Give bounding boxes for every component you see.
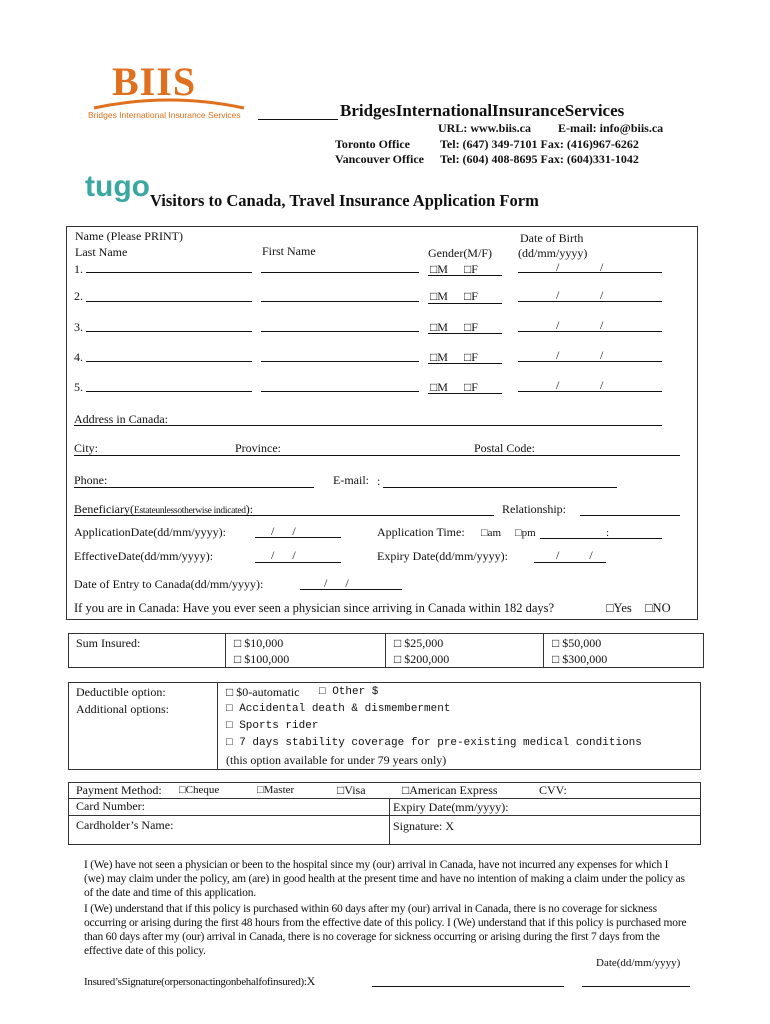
applicant-3-female-checkbox[interactable]: □F bbox=[464, 320, 478, 334]
applicant-2-first-name-field[interactable] bbox=[261, 301, 419, 302]
applicant-2-male-checkbox[interactable]: □M bbox=[430, 289, 448, 303]
entry-date-label: Date of Entry to Canada(dd/mm/yyyy): bbox=[74, 577, 264, 591]
applicant-3-first-name-field[interactable] bbox=[261, 331, 419, 332]
stability-note: (this option available for under 79 years only) bbox=[226, 753, 447, 767]
applicant-3-num: 3. bbox=[74, 320, 83, 334]
applicant-3-male-checkbox[interactable]: □M bbox=[430, 320, 448, 334]
applicant-4-dob-slash-2: / bbox=[600, 348, 604, 362]
sum-insured-col-2 bbox=[385, 633, 544, 668]
declaration-date-field[interactable] bbox=[582, 986, 690, 987]
deductible-options-cell bbox=[217, 682, 701, 770]
address-label: Address in Canada: bbox=[74, 412, 168, 426]
declaration-paragraph-2: I (We) understand that if this policy is purchased within 60 days after my (our) arrival in Canada, there is no coverage for sickness occurring or arising during the first 48 hours from the effective date of this policy. I (We) understand that if this policy is purchased more than 60 days after my (our) arrival in Canada, there is no coverage for sickness occurring or arising during the first 7 days from the effective date of this policy. bbox=[84, 903, 687, 957]
applicant-5-num: 5. bbox=[74, 380, 83, 394]
applicant-2-dob-field[interactable] bbox=[518, 301, 662, 302]
visa-checkbox[interactable]: □Visa bbox=[337, 783, 366, 797]
biis-logo bbox=[84, 58, 254, 126]
phone-field[interactable] bbox=[74, 487, 314, 488]
applicant-1-female-checkbox[interactable]: □F bbox=[464, 262, 478, 276]
entry-date-field[interactable] bbox=[300, 589, 402, 590]
applicant-5-dob-field[interactable] bbox=[518, 391, 662, 392]
applicant-2-dob-slash-2: / bbox=[600, 288, 604, 302]
sum-50000-checkbox[interactable]: □ $50,000 bbox=[552, 636, 602, 650]
sum-insured-label: Sum Insured: bbox=[76, 636, 141, 650]
deductible-zero-checkbox[interactable]: □ $0-automatic bbox=[226, 685, 300, 699]
applicant-5-dob-slash-1: / bbox=[556, 378, 560, 392]
postal-code-label: Postal Code: bbox=[474, 441, 536, 455]
time-colon: : bbox=[606, 527, 610, 539]
am-checkbox[interactable]: □am bbox=[481, 527, 502, 539]
applicant-5-female-checkbox[interactable]: □F bbox=[464, 380, 478, 394]
email-label: E-mail: bbox=[333, 473, 369, 487]
insured-signature-label bbox=[84, 974, 315, 989]
card-number-cell[interactable] bbox=[68, 798, 390, 816]
applicant-4-dob-slash-1: / bbox=[556, 348, 560, 362]
sum-insured-label-cell bbox=[68, 633, 226, 668]
toronto-contact: Tel: (647) 349-7101 Fax: (416)967-6262 bbox=[440, 137, 639, 151]
amex-checkbox[interactable]: □American Express bbox=[402, 783, 498, 797]
applicant-1-first-name-field[interactable] bbox=[261, 272, 419, 273]
declaration-paragraph-1: I (We) have not seen a physician or been to the hospital since my (our) arrival in Canada, have not incurred any expenses for which I (we) may claim under the policy, am (are) in good health at the present time and have no intention of making a claim under the policy as of the date and time of this application. bbox=[84, 859, 685, 899]
company-email: E-mail: info@biis.ca bbox=[558, 121, 664, 135]
applicant-4-last-name-field[interactable] bbox=[86, 361, 252, 362]
deductible-label-cell bbox=[68, 682, 218, 770]
stability-coverage-checkbox[interactable]: □ 7 days stability coverage for pre-existing medical conditions bbox=[226, 737, 642, 749]
card-signature-label: Signature: X bbox=[393, 819, 454, 833]
card-expiry-label: Expiry Date(mm/yyyy): bbox=[393, 800, 509, 814]
applicant-4-first-name-field[interactable] bbox=[261, 361, 419, 362]
applicant-3-last-name-field[interactable] bbox=[86, 331, 252, 332]
cardholder-cell[interactable] bbox=[68, 815, 390, 845]
signature-cell[interactable] bbox=[389, 815, 701, 845]
sum-insured-col-3 bbox=[543, 633, 704, 668]
payment-method-label: Payment Method: bbox=[76, 783, 162, 797]
applicant-3-dob-field[interactable] bbox=[518, 331, 662, 332]
sum-insured-col-1 bbox=[225, 633, 386, 668]
city-province-postal-field[interactable] bbox=[74, 455, 680, 456]
effective-date-slashes: / / bbox=[271, 548, 296, 562]
vancouver-label: Vancouver Office bbox=[335, 152, 424, 166]
city-label: City: bbox=[74, 441, 99, 455]
tugo-logo: tugo bbox=[85, 170, 150, 203]
additional-options-label: Additional options: bbox=[76, 702, 169, 716]
deductible-other-checkbox[interactable]: □ Other $ bbox=[319, 686, 379, 698]
beneficiary-label-end: ): bbox=[245, 502, 254, 516]
declaration-date-label: Date(dd/mm/yyyy) bbox=[596, 957, 681, 969]
name-label: Name (Please PRINT) bbox=[75, 229, 183, 243]
applicant-2-female-checkbox[interactable]: □F bbox=[464, 289, 478, 303]
applicant-2-num: 2. bbox=[74, 289, 83, 303]
card-number-label: Card Number: bbox=[76, 799, 145, 813]
sum-10000-checkbox[interactable]: □ $10,000 bbox=[234, 636, 284, 650]
last-name-label: Last Name bbox=[75, 245, 128, 259]
address-field[interactable] bbox=[74, 425, 662, 426]
biis-logo-subtext: Bridges International Insurance Services bbox=[88, 110, 241, 120]
effective-date-field[interactable] bbox=[255, 562, 341, 563]
dob-label: Date of Birth bbox=[520, 231, 584, 245]
company-url: URL: www.biis.ca bbox=[438, 121, 532, 135]
expiry-date-slashes: / / bbox=[556, 548, 593, 562]
pm-checkbox[interactable]: □pm bbox=[515, 527, 536, 539]
application-date-label: ApplicationDate(dd/mm/yyyy): bbox=[74, 525, 226, 539]
accidental-death-checkbox[interactable]: □ Accidental death & dismemberment bbox=[226, 703, 451, 715]
applicant-2-last-name-field[interactable] bbox=[86, 301, 252, 302]
application-date-field[interactable] bbox=[255, 537, 341, 538]
entry-date-slashes: / / bbox=[324, 576, 349, 590]
relationship-label: Relationship: bbox=[502, 502, 566, 516]
cheque-checkbox[interactable]: □Cheque bbox=[179, 784, 220, 796]
applicant-4-dob-field[interactable] bbox=[518, 361, 662, 362]
applicant-1-dob-slash-1: / bbox=[556, 260, 560, 274]
applicant-5-first-name-field[interactable] bbox=[261, 391, 419, 392]
first-name-label: First Name bbox=[262, 244, 316, 258]
applicant-4-num: 4. bbox=[74, 350, 83, 364]
physician-yes-checkbox[interactable]: □Yes bbox=[606, 601, 632, 615]
beneficiary-field[interactable] bbox=[74, 515, 494, 516]
applicant-5-male-checkbox[interactable]: □M bbox=[430, 380, 448, 394]
expiry-cell[interactable] bbox=[389, 798, 701, 816]
email-field[interactable] bbox=[383, 487, 617, 488]
applicant-2-dob-slash-1: / bbox=[556, 288, 560, 302]
dob-format-label: (dd/mm/yyyy) bbox=[518, 246, 588, 260]
gender-label: Gender(M/F) bbox=[428, 246, 492, 260]
sum-100000-checkbox[interactable]: □ $100,000 bbox=[234, 652, 290, 666]
province-label: Province: bbox=[235, 441, 281, 455]
master-checkbox[interactable]: □Master bbox=[257, 784, 295, 796]
applicant-1-last-name-field[interactable] bbox=[86, 272, 252, 273]
phone-label: Phone: bbox=[74, 473, 108, 487]
expiry-date-label: Expiry Date(dd/mm/yyyy): bbox=[377, 549, 508, 563]
insured-signature-text: Insured’sSignature(orpersonactingonbehalfofinsured): bbox=[84, 976, 307, 988]
application-time-field[interactable] bbox=[540, 538, 662, 539]
effective-date-label: EffectiveDate(dd/mm/yyyy): bbox=[74, 549, 214, 563]
applicant-1-male-checkbox[interactable]: □M bbox=[430, 262, 448, 276]
expiry-date-field[interactable] bbox=[534, 562, 606, 563]
applicant-1-dob-field[interactable] bbox=[518, 272, 662, 273]
company-name: BridgesInternationalInsuranceServices bbox=[340, 101, 625, 120]
applicant-5-dob-slash-2: / bbox=[600, 378, 604, 392]
physician-question: If you are in Canada: Have you ever seen a physician since arriving in Canada within 182 days? bbox=[74, 601, 555, 615]
physician-no-checkbox[interactable]: □NO bbox=[645, 601, 671, 615]
sum-25000-checkbox[interactable]: □ $25,000 bbox=[394, 636, 444, 650]
applicant-1-dob-slash-2: / bbox=[600, 260, 604, 274]
sum-300000-checkbox[interactable]: □ $300,000 bbox=[552, 652, 608, 666]
applicant-5-last-name-field[interactable] bbox=[86, 391, 252, 392]
cardholder-label: Cardholder’s Name: bbox=[76, 818, 174, 832]
relationship-field[interactable] bbox=[580, 515, 680, 516]
sum-200000-checkbox[interactable]: □ $200,000 bbox=[394, 652, 450, 666]
insured-signature-x: X bbox=[306, 974, 316, 988]
application-time-label: Application Time: bbox=[377, 525, 465, 539]
biis-logo-text: BIIS bbox=[112, 59, 197, 104]
insured-signature-field[interactable] bbox=[372, 986, 564, 987]
applicant-4-male-checkbox[interactable]: □M bbox=[430, 350, 448, 364]
sports-rider-checkbox[interactable]: □ Sports rider bbox=[226, 720, 319, 732]
beneficiary-label-start: Beneficiary( bbox=[74, 502, 134, 516]
applicant-3-dob-slash-1: / bbox=[556, 318, 560, 332]
applicant-1-num: 1. bbox=[74, 262, 83, 276]
applicant-3-dob-slash-2: / bbox=[600, 318, 604, 332]
cvv-label: CVV: bbox=[539, 783, 567, 797]
payment-method-row bbox=[68, 782, 701, 799]
deductible-label: Deductible option: bbox=[76, 685, 166, 699]
form-title: Visitors to Canada, Travel Insurance Application Form bbox=[150, 191, 539, 210]
email-colon: : bbox=[377, 474, 381, 488]
application-date-slashes: / / bbox=[271, 524, 296, 538]
applicant-4-female-checkbox[interactable]: □F bbox=[464, 350, 478, 364]
vancouver-contact: Tel: (604) 408-8695 Fax: (604)331-1042 bbox=[440, 152, 639, 166]
beneficiary-note: Estateunlessotherwise indicated bbox=[133, 506, 246, 516]
toronto-label: Toronto Office bbox=[335, 137, 410, 151]
